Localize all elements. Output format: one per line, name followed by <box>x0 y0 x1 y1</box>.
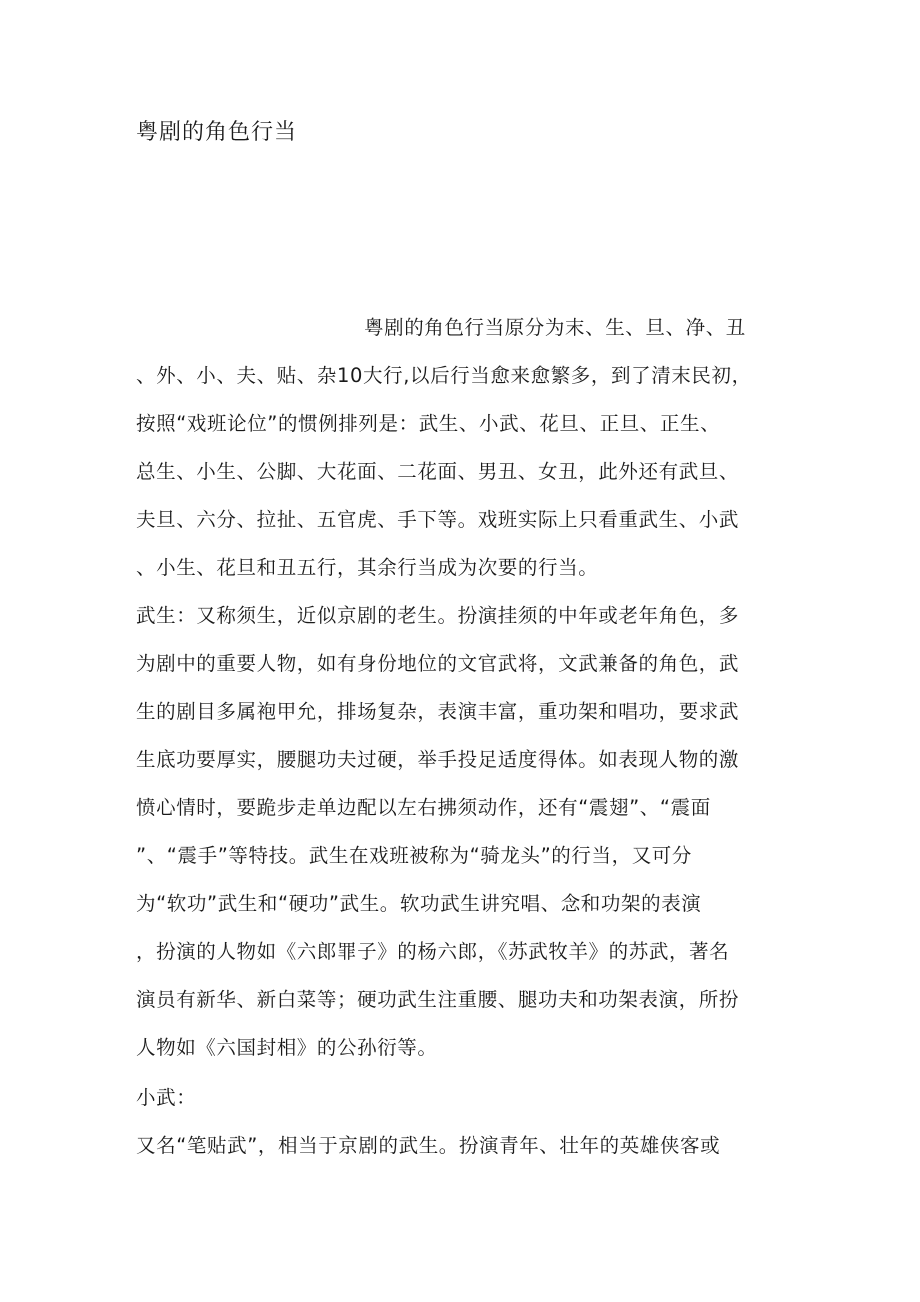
paragraph-line: 为剧中的重要人物，如有身份地位的文官武将，文武兼备的角色，武 <box>136 652 740 675</box>
paragraph-line: 生的剧目多属袍甲允，排场复杂，表演丰富，重功架和唱功，要求武 <box>136 700 740 723</box>
paragraph-line: 为“软功”武生和“硬功”武生。软功武生讲究唱、念和功架的表演 <box>136 892 702 915</box>
paragraph-line: ”、“震手”等特技。武生在戏班被称为“骑龙头”的行当，又可分 <box>136 844 693 867</box>
paragraph-line: 生底功要厚实，腰腿功夫过硬，举手投足适度得体。如表现人物的激 <box>136 748 740 771</box>
paragraph-line: 、外、小、夫、贴、杂10大行,以后行当愈来愈繁多，到了清末民初， <box>136 364 752 387</box>
paragraph-line: 按照“戏班论位”的惯例排列是：武生、小武、花旦、正旦、正生、 <box>136 412 721 435</box>
paragraph-line: ，扮演的人物如《六郎罪子》的杨六郎，《苏武牧羊》的苏武，著名 <box>136 940 730 963</box>
paragraph-line: 愤心情时，要跪步走单边配以左右拂须动作，还有“震翅”、“震面 <box>136 796 711 819</box>
paragraph-line: 武生：又称须生，近似京剧的老生。扮演挂须的中年或老年角色，多 <box>136 604 740 627</box>
paragraph-line: 演员有新华、新白菜等；硬功武生注重腰、腿功夫和功架表演，所扮 <box>136 988 740 1011</box>
document-title: 粤剧的角色行当 <box>136 120 298 145</box>
paragraph-line: 夫旦、六分、拉扯、五官虎、手下等。戏班实际上只看重武生、小武 <box>136 508 740 531</box>
paragraph-line: 粤剧的角色行当原分为末、生、旦、净、丑 <box>364 316 746 339</box>
paragraph-line: 人物如《六国封相》的公孙衍等。 <box>136 1036 438 1059</box>
paragraph-line: 总生、小生、公脚、大花面、二花面、男丑、女丑，此外还有武旦、 <box>136 460 740 483</box>
paragraph-line: 、小生、花旦和丑五行，其余行当成为次要的行当。 <box>136 556 599 579</box>
section-heading: 小武： <box>136 1086 197 1109</box>
paragraph-line: 又名“笔贴武”，相当于京剧的武生。扮演青年、壮年的英雄侠客或 <box>136 1134 721 1157</box>
